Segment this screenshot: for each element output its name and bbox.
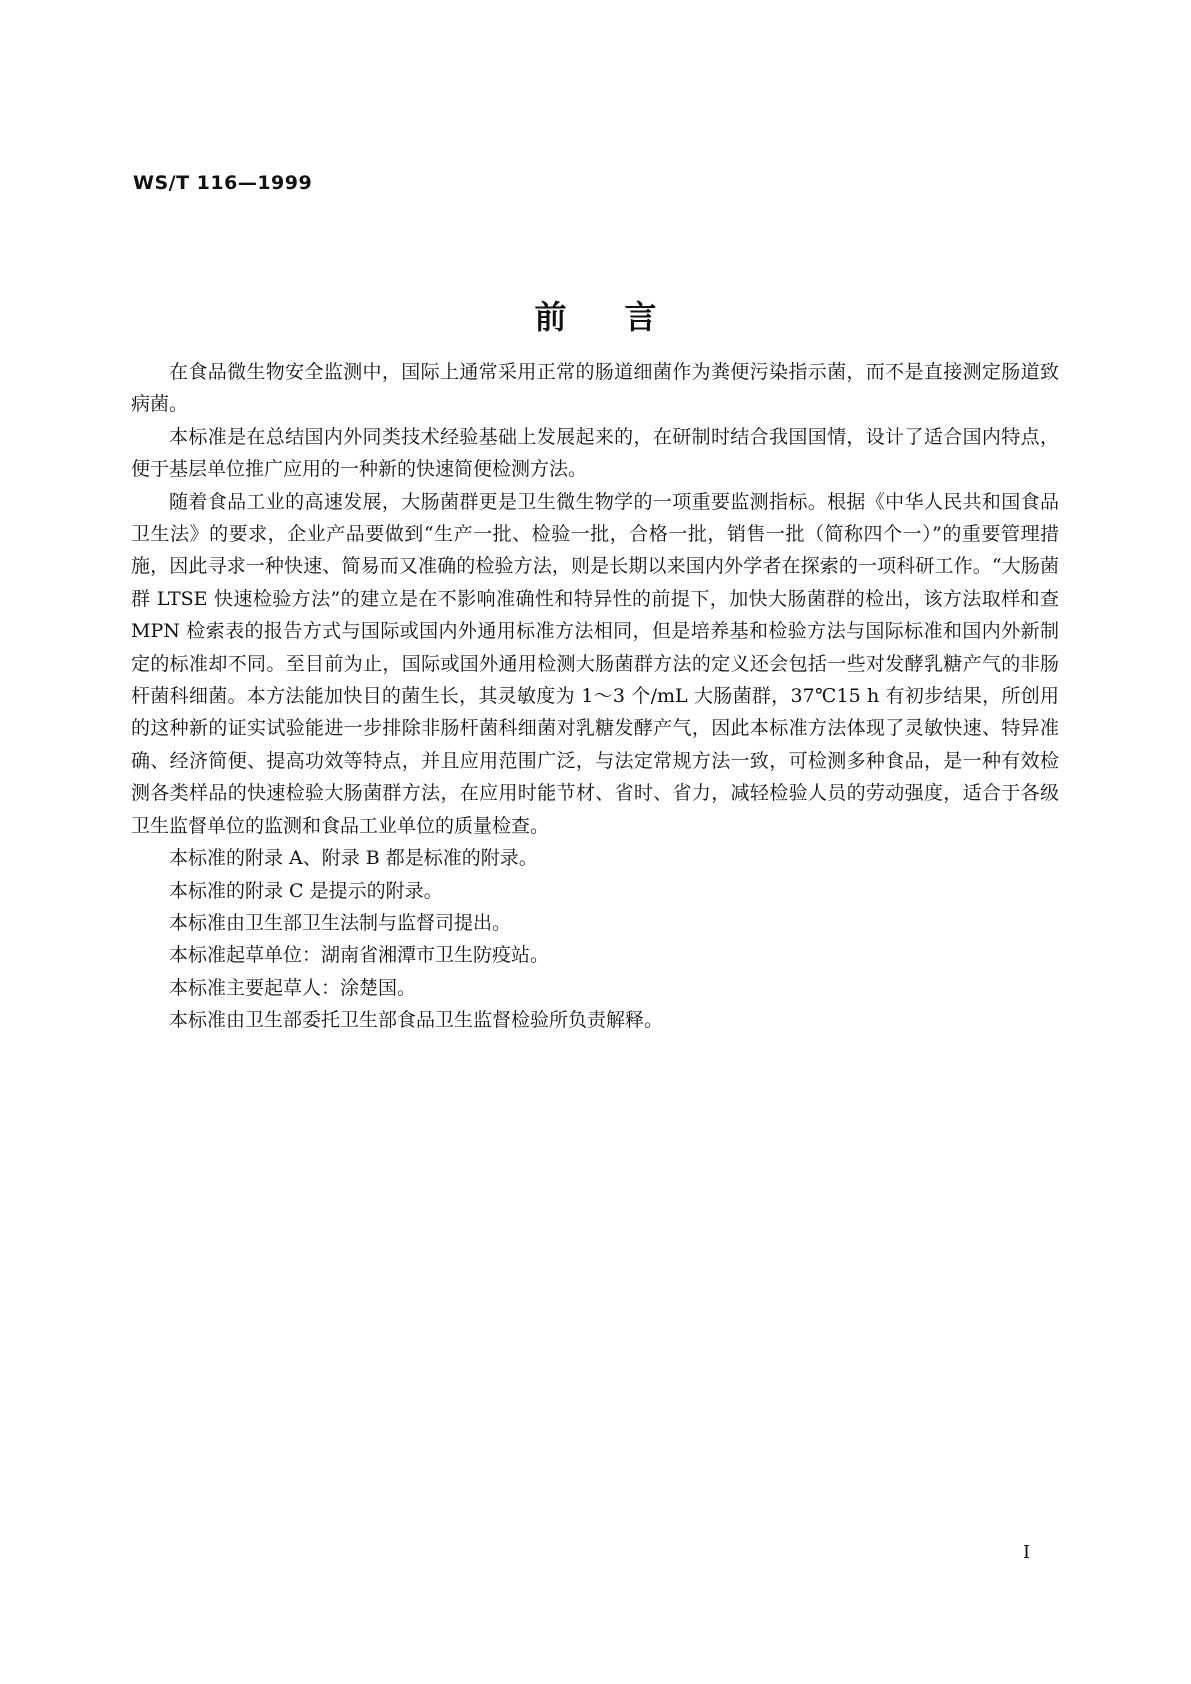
paragraph-method-description: 随着食品工业的高速发展，大肠菌群更是卫生微生物学的一项重要监测指标。根据《中华人民共和国食品卫生法》的要求，企业产品要做到“生产一批、检验一批，合格一批，销售一批（简称四个一）”的重要管理措施，因此寻求一种快速、简易而又准确的检验方法，则是长期以来国内外学者在探索的一项科研工作。“大肠菌群 LTSE 快速检验方法”的建立是在不影响准确性和特异性的前提下，加快大肠菌群的检出，该方法取样和查 MPN 检索表的报告方式与国际或国内外通用标准方法相同，但是培养基和检验方法与国际标准和国内外新制定的标准却不同。至目前为止，国际或国外通用检测大肠菌群方法的定义还会包括一些对发酵乳糖产气的非肠杆菌科细菌。本方法能加快目的菌生长，其灵敏度为 1～3 个/mL 大肠菌群，37℃15 h 有初步结果，所创用的这种新的证实试验能进一步排除非肠杆菌科细菌对乳糖发酵产气，因此本标准方法体现了灵敏快速、特异准确、经济简便、提高功效等特点，并且应用范围广泛，与法定常规方法一致，可检测多种食品，是一种有效检测各类样品的快速检验大肠菌群方法，在应用时能节材、省时、省力，减轻检验人员的劳动强度，适合于各级卫生监督单位的监测和食品工业单位的质量检查。 bbox=[131, 490, 1059, 837]
page-number: I bbox=[1023, 1542, 1031, 1563]
paragraph-standard-development: 本标准是在总结国内外同类技术经验基础上发展起来的，在研制时结合我国国情，设计了适合国内特点，便于基层单位推广应用的一种新的快速简便检测方法。 bbox=[131, 425, 1059, 481]
paragraph-interpretation: 本标准由卫生部委托卫生部食品卫生监督检验所负责解释。 bbox=[169, 1009, 664, 1032]
paragraph-proposer: 本标准由卫生部卫生法制与监督司提出。 bbox=[169, 911, 512, 934]
paragraph-drafting-unit: 本标准起草单位：湖南省湘潭市卫生防疫站。 bbox=[169, 944, 550, 967]
paragraph-drafter: 本标准主要起草人：涂楚国。 bbox=[169, 976, 417, 999]
paragraph-informative-annex: 本标准的附录 C 是提示的附录。 bbox=[169, 879, 443, 902]
page-title bbox=[0, 292, 1191, 338]
paragraph-indicator-bacteria: 在食品微生物安全监测中，国际上通常采用正常的肠道细菌作为粪便污染指示菌，而不是直接测定肠道致病菌。 bbox=[131, 361, 1059, 416]
page-title-char-2: 言 bbox=[624, 298, 657, 336]
document-code: WS/T 116—1999 bbox=[133, 172, 313, 194]
paragraph-normative-annexes: 本标准的附录 A、附录 B 都是标准的附录。 bbox=[169, 847, 538, 870]
page-title-char-1: 前 bbox=[534, 298, 567, 336]
foreword-body bbox=[131, 356, 1059, 1037]
